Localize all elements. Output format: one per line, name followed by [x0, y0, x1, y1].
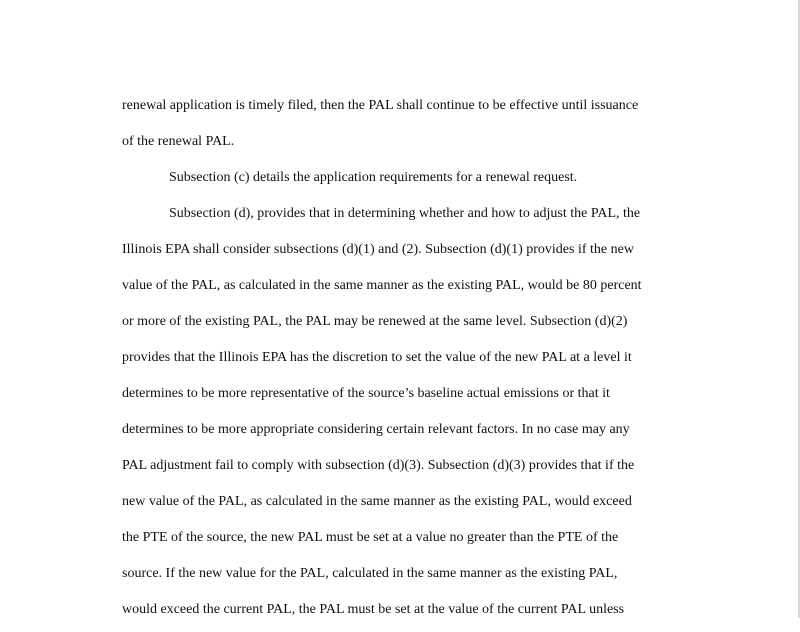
text-line: renewal application is timely filed, then the PAL shall continue to be effective until issuance [122, 98, 639, 113]
text-line: value of the PAL, as calculated in the same manner as the existing PAL, would be 80 percent [122, 278, 642, 293]
text-line: would exceed the current PAL, the PAL must be set at the value of the current PAL unless [122, 602, 625, 617]
text-line: Illinois EPA shall consider subsections (d)(1) and (2). Subsection (d)(1) provides if the new [122, 242, 634, 257]
text-line: provides that the Illinois EPA has the discretion to set the value of the new PAL at a level it [122, 350, 632, 365]
text-line: determines to be more representative of the source’s baseline actual emissions or that it [122, 386, 610, 401]
text-line: of the renewal PAL. [122, 134, 235, 149]
text-line: determines to be more appropriate considering certain relevant factors. In no case may any [122, 422, 630, 437]
text-line: Subsection (c) details the application requirements for a renewal request. [169, 170, 578, 185]
document-body [122, 92, 722, 632]
text-line: new value of the PAL, as calculated in the same manner as the existing PAL, would exceed [122, 494, 632, 509]
text-line: the PTE of the source, the new PAL must be set at a value no greater than the PTE of the [122, 530, 619, 545]
text-line: PAL adjustment fail to comply with subsection (d)(3). Subsection (d)(3) provides that if the [122, 458, 635, 473]
text-line: source. If the new value for the PAL, calculated in the same manner as the existing PAL, [122, 566, 618, 581]
text-line: Subsection (d), provides that in determining whether and how to adjust the PAL, the [169, 206, 641, 221]
text-line: or more of the existing PAL, the PAL may be renewed at the same level. Subsection (d)(2) [122, 314, 628, 329]
